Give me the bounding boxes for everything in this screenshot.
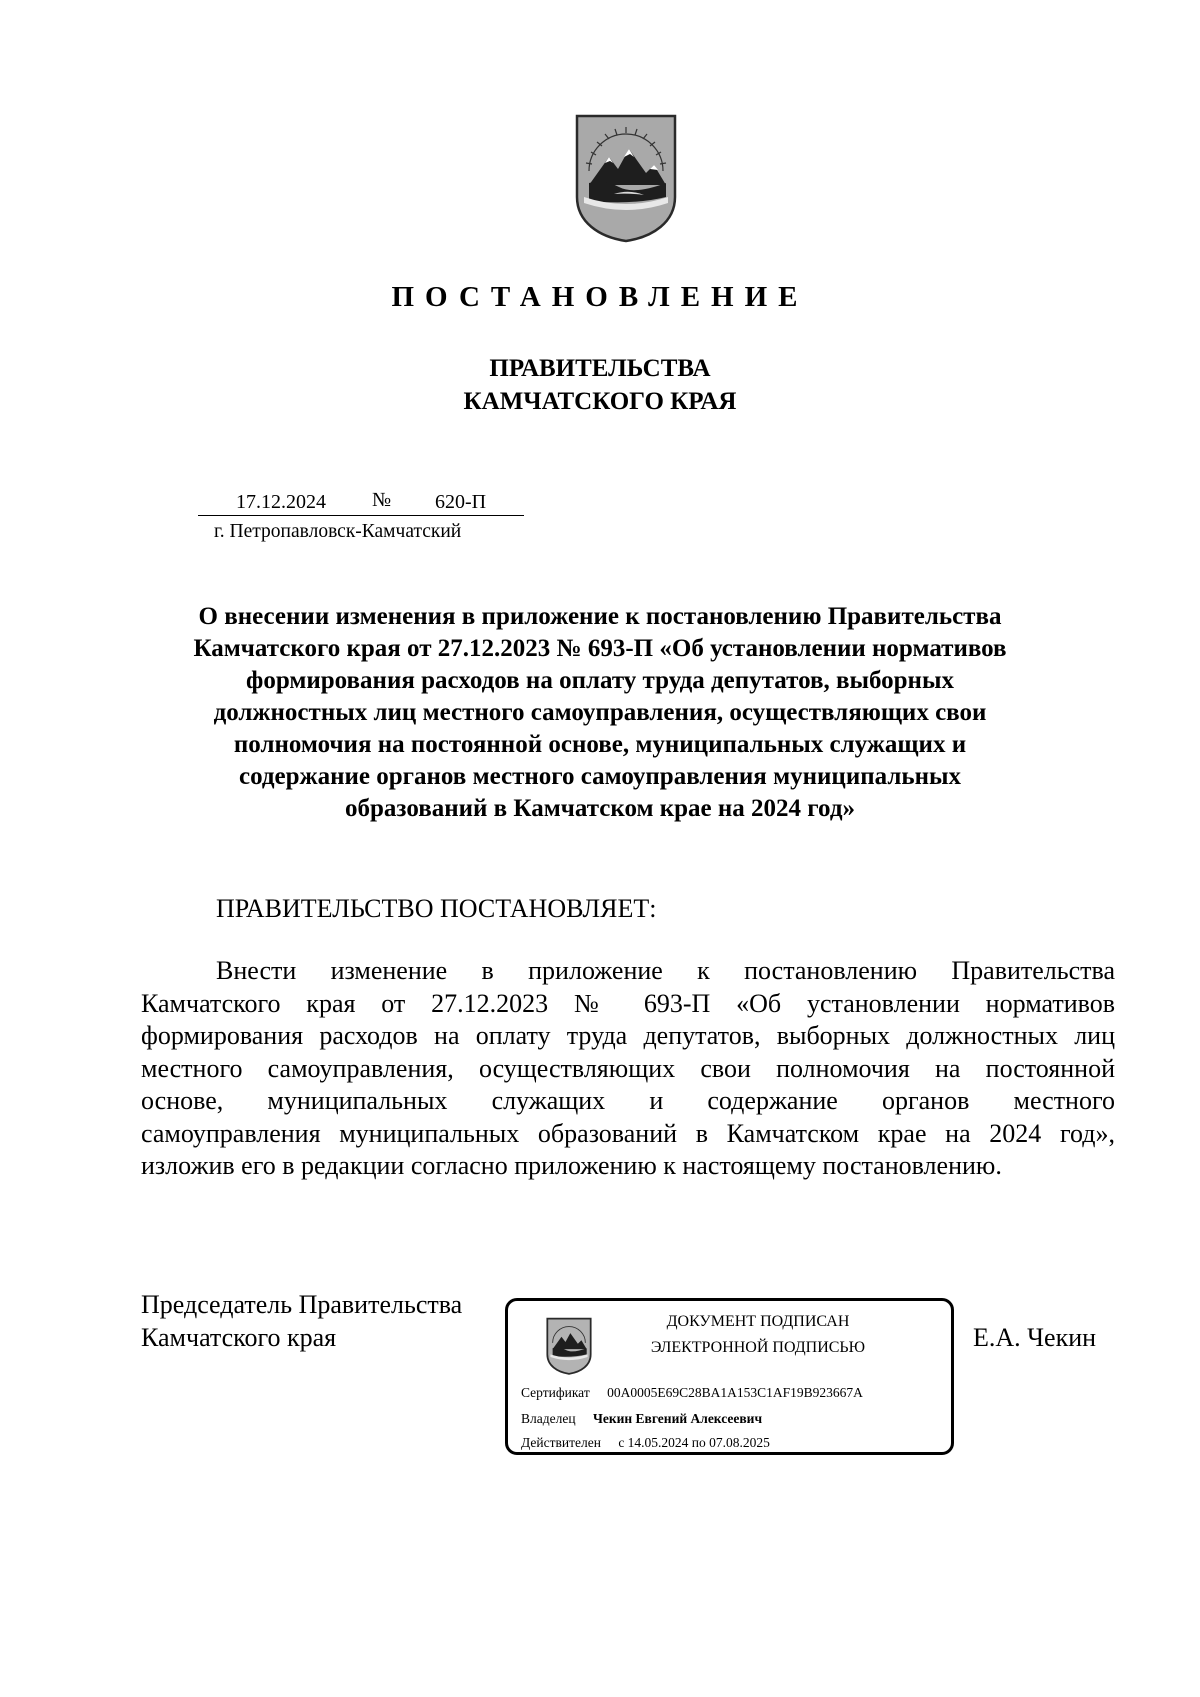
issuer-line: ПРАВИТЕЛЬСТВА [489, 355, 711, 382]
owner-row [521, 1410, 762, 1428]
registration-line [198, 489, 524, 516]
document-subject [140, 601, 1060, 825]
certificate-row [521, 1384, 863, 1402]
signatory-position-line: Камчатского края [141, 1323, 337, 1352]
body-line: основе, муниципальных служащих и содержание органов местного [141, 1086, 1115, 1115]
subject-line: должностных лиц местного самоуправления, осуществляющих свои [213, 699, 987, 726]
resolution-body [141, 955, 1115, 1183]
signatory-position [141, 1288, 462, 1354]
validity-label: Действителен [521, 1435, 601, 1450]
signatory-name: Е.А. Чекин [973, 1323, 1097, 1352]
subject-line: Камчатского края от 27.12.2023 № 693-П «Об установлении нормативов [193, 635, 1007, 662]
subject-line: О внесении изменения в приложение к постановлению Правительства [198, 603, 1002, 630]
kamchatka-coat-of-arms-icon [574, 113, 678, 243]
issuer-line: КАМЧАТСКОГО КРАЯ [463, 388, 737, 415]
body-line: Внести изменение в приложение к постановлению Правительства [216, 956, 1115, 985]
body-line: самоуправления муниципальных образований в Камчатском крае на 2024 год», [141, 1118, 1115, 1148]
document-number: 620-П [435, 491, 487, 513]
validity-row [521, 1434, 770, 1452]
kamchatka-coat-of-arms-icon [546, 1317, 592, 1375]
subject-line: полномочия на постоянной основе, муниципальных служащих и [233, 731, 967, 758]
subject-line: формирования расходов на оплату труда депутатов, выборных [246, 667, 954, 694]
stamp-title-line: ДОКУМЕНТ ПОДПИСАН [666, 1313, 850, 1330]
body-line: местного самоуправления, осуществляющих свои полномочия на постоянной [141, 1053, 1115, 1083]
certificate-value: 00A0005E69C28BA1A153C1AF19B923667A [607, 1385, 863, 1400]
document-type: ПОСТАНОВЛЕНИЕ [391, 281, 809, 313]
issuer-title [0, 352, 1200, 418]
stamp-title-line: ЭЛЕКТРОННОЙ ПОДПИСЬЮ [650, 1339, 866, 1356]
body-line: изложив его в редакции согласно приложению к настоящему постановлению. [141, 1151, 1002, 1180]
signatory-position-line: Председатель Правительства [141, 1290, 463, 1319]
document-city: г. Петропавловск-Камчатский [214, 521, 462, 542]
certificate-label: Сертификат [521, 1385, 590, 1400]
subject-line: образований в Камчатском крае на 2024 год» [345, 795, 855, 822]
number-sign: № [372, 489, 392, 511]
stamp-title [628, 1309, 888, 1361]
electronic-signature-stamp [505, 1298, 954, 1455]
document-date: 17.12.2024 [236, 491, 326, 513]
subject-line: содержание органов местного самоуправления муниципальных [238, 763, 962, 790]
validity-value: с 14.05.2024 по 07.08.2025 [618, 1435, 770, 1450]
owner-value: Чекин Евгений Алексеевич [592, 1411, 763, 1426]
body-line: формирования расходов на оплату труда депутатов, выборных должностных лиц [141, 1021, 1115, 1050]
owner-label: Владелец [521, 1411, 576, 1426]
resolves-heading: ПРАВИТЕЛЬСТВО ПОСТАНОВЛЯЕТ: [216, 894, 657, 923]
body-line: Камчатского края от 27.12.2023 № 693-П «Об установлении нормативов [141, 988, 1115, 1018]
